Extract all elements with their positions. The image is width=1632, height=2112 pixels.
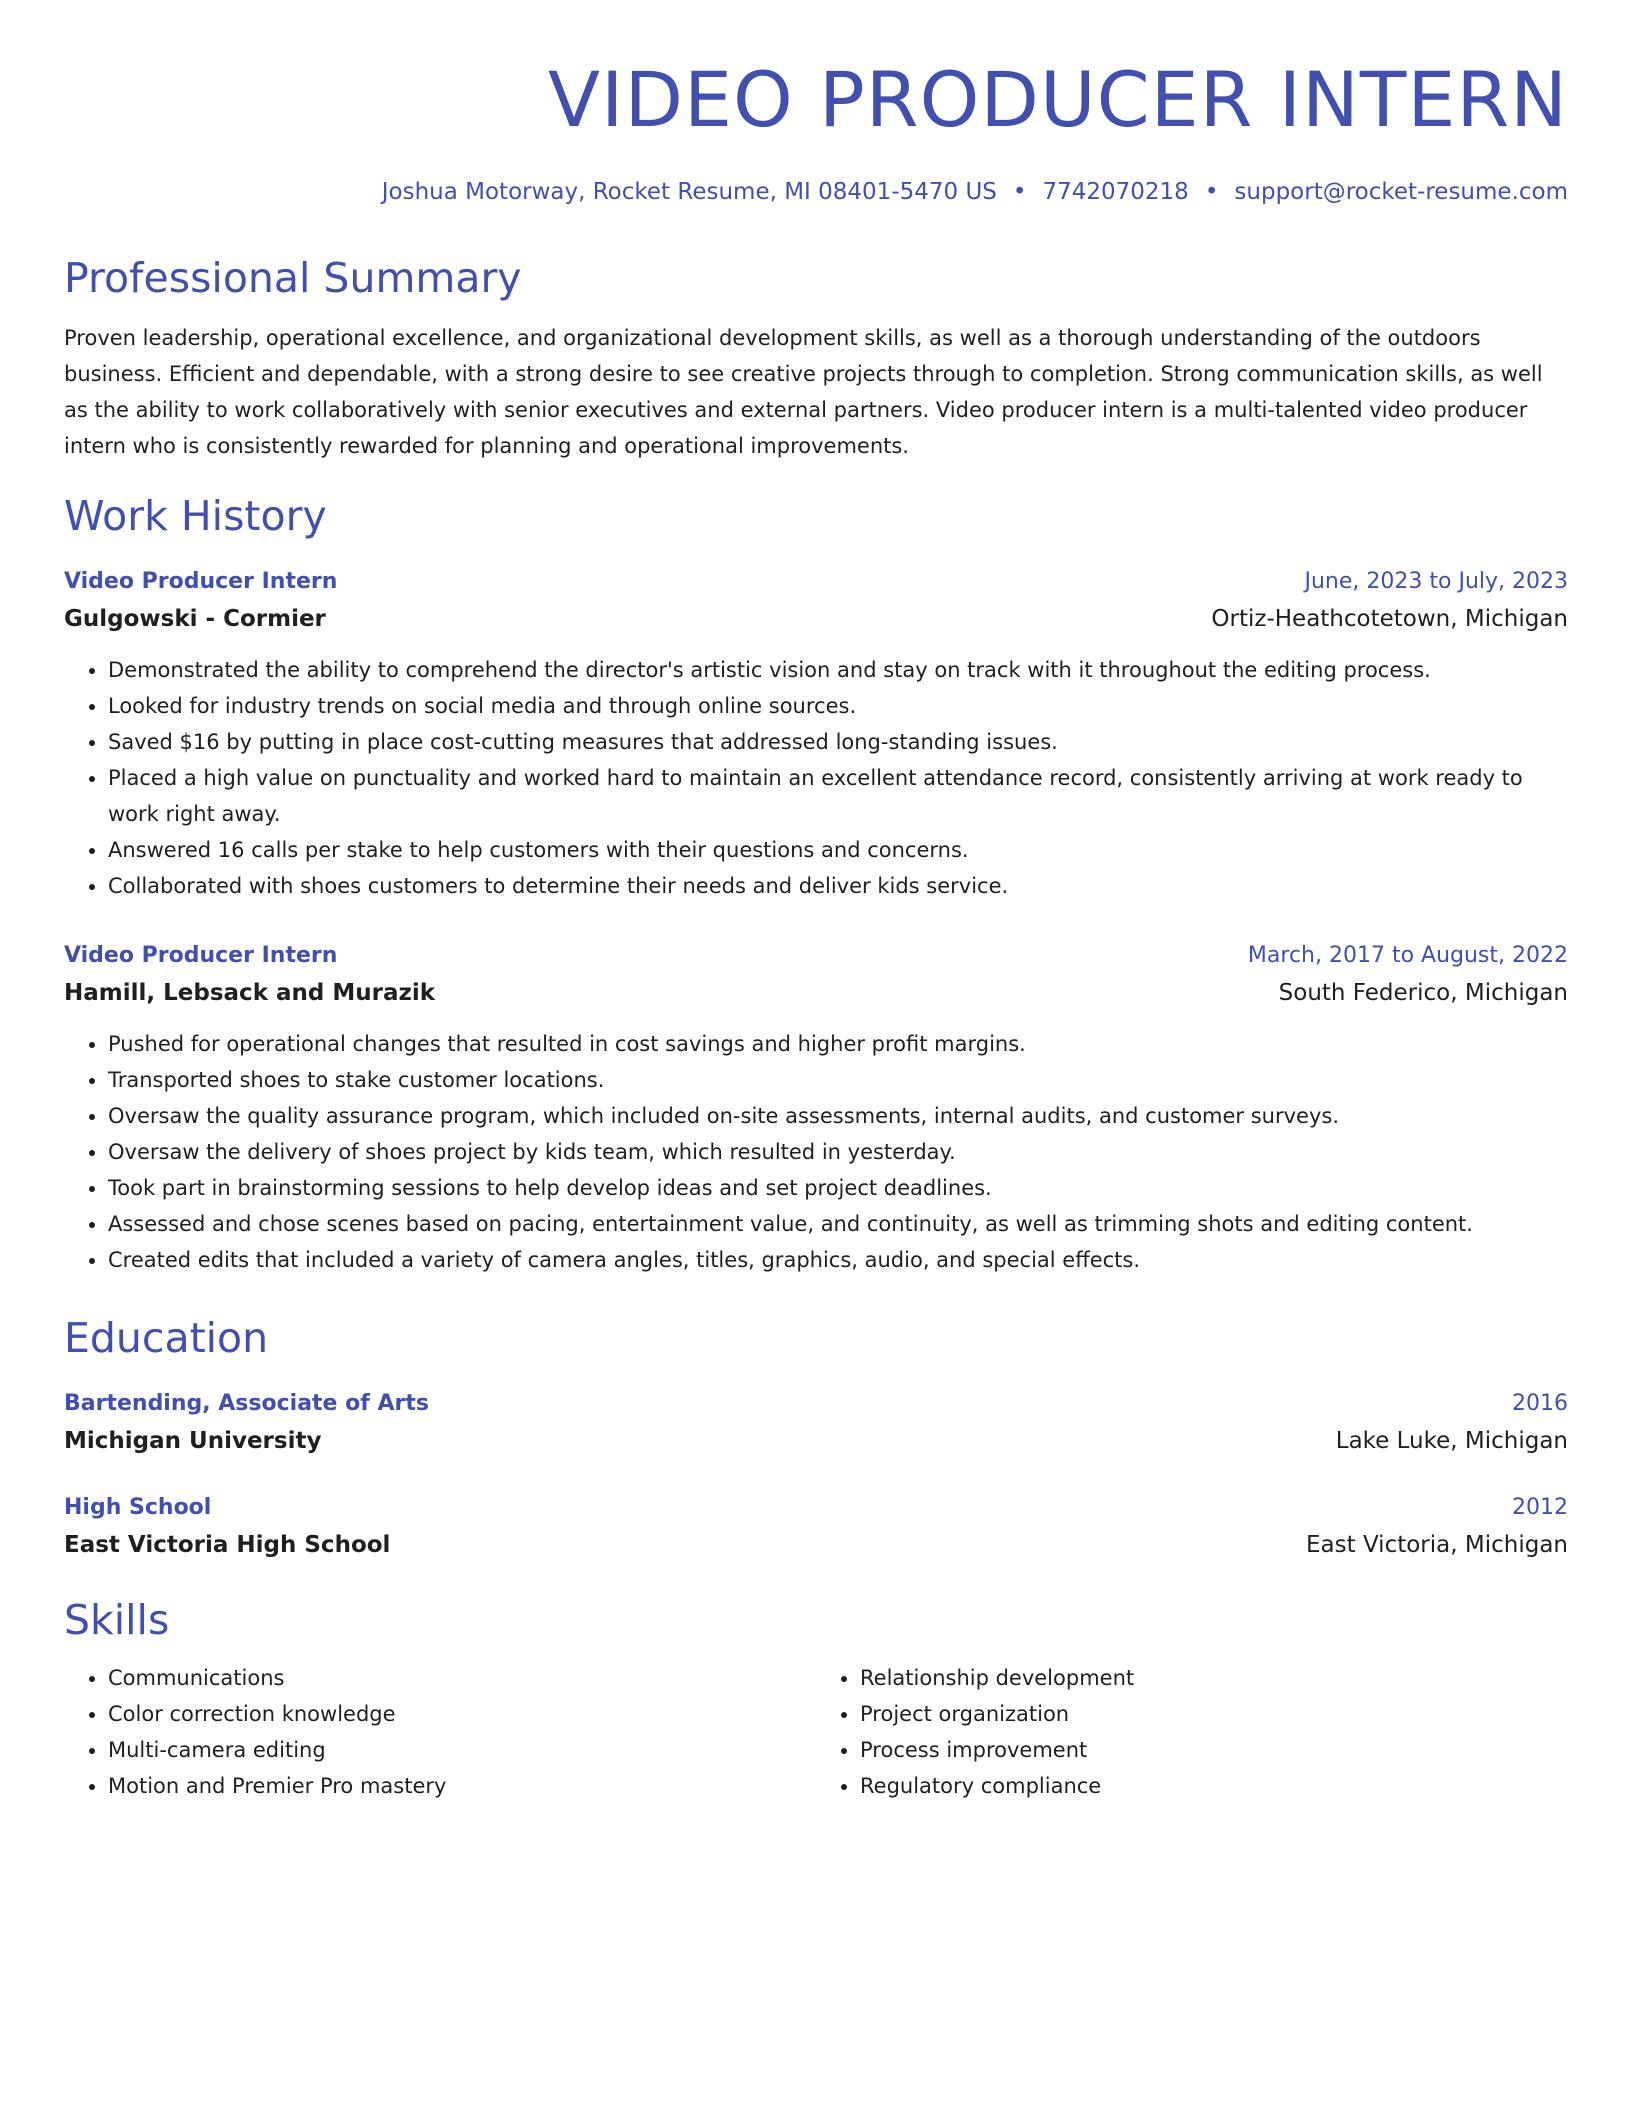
skills-columns [64, 1660, 1568, 1804]
job-role: Video Producer Intern [64, 943, 338, 968]
education-degree: High School [64, 1495, 212, 1520]
education-location: Lake Luke, Michigan [1335, 1428, 1568, 1454]
job-bullet: • Answered 16 calls per stake to help customers with their questions and concerns. [108, 832, 1568, 868]
skill-item: • Relationship development [860, 1660, 1568, 1696]
job-bullet: • Oversaw the quality assurance program, which included on-site assessments, internal audits, and customer surveys. [108, 1098, 1568, 1134]
job-bullets [64, 1026, 1568, 1278]
job-company-row [64, 600, 1568, 638]
job-dates: March, 2017 to August, 2022 [1247, 943, 1568, 968]
job-bullet: • Created edits that included a variety of camera angles, titles, graphics, audio, and special effects. [108, 1242, 1568, 1278]
education-heading: Education [64, 1314, 269, 1362]
skill-item: • Project organization [860, 1696, 1568, 1732]
education-school: Michigan University [64, 1428, 322, 1454]
skills-heading: Skills [64, 1596, 170, 1644]
job-bullet: • Saved $16 by putting in place cost-cutting measures that addressed long-standing issues. [108, 724, 1568, 760]
education-year: 2016 [1512, 1391, 1568, 1416]
job-location: Ortiz-Heathcotetown, Michigan [1211, 606, 1568, 632]
education-entry [64, 1386, 1568, 1460]
job-bullet: • Oversaw the delivery of shoes project by kids team, which resulted in yesterday. [108, 1134, 1568, 1170]
summary-text: Proven leadership, operational excellence, and organizational development skills, as well as a thorough understanding of the outdoors business. Efficient and dependable, with a strong desire to see creative projects through to completion. Strong communication skills, as well as the ability to work collaboratively with senior executives and external partners. Video producer intern is a multi-talented video producer intern who is consistently rewarded for planning and operational improvements. [64, 326, 1543, 458]
candidate-title: VIDEO PRODUCER INTERN [548, 55, 1568, 144]
contact-phone: 7742070218 [1042, 179, 1189, 205]
education-school-row [64, 1422, 1568, 1460]
skill-item: • Color correction knowledge [108, 1696, 816, 1732]
contact-line [64, 176, 1568, 208]
contact-separator: • [1204, 179, 1219, 205]
education-school: East Victoria High School [64, 1532, 391, 1558]
education-header-row [64, 1386, 1568, 1422]
job-role: Video Producer Intern [64, 569, 338, 594]
job-bullet: • Took part in brainstorming sessions to help develop ideas and set project deadlines. [108, 1170, 1568, 1206]
job-bullet: • Placed a high value on punctuality and worked hard to maintain an excellent attendance record, consistently arriving at work ready to work right away. [108, 760, 1568, 832]
skill-item: • Communications [108, 1660, 816, 1696]
job-bullet: • Pushed for operational changes that resulted in cost savings and higher profit margins. [108, 1026, 1568, 1062]
job-bullet: • Assessed and chose scenes based on pacing, entertainment value, and continuity, as well as trimming shots and editing content. [108, 1206, 1568, 1242]
education-year: 2012 [1512, 1495, 1568, 1520]
job-entry [64, 938, 1568, 1278]
job-header-row [64, 938, 1568, 974]
job-entry [64, 564, 1568, 904]
summary-heading: Professional Summary [64, 254, 522, 302]
job-location: South Federico, Michigan [1278, 980, 1568, 1006]
job-company-row [64, 974, 1568, 1012]
contact-address: Joshua Motorway, Rocket Resume, MI 08401-5470 US [381, 179, 997, 205]
skill-item: • Regulatory compliance [860, 1768, 1568, 1804]
work-history-heading: Work History [64, 492, 327, 540]
skill-item: • Process improvement [860, 1732, 1568, 1768]
education-location: East Victoria, Michigan [1306, 1532, 1568, 1558]
education-degree: Bartending, Associate of Arts [64, 1391, 429, 1416]
job-bullet: • Demonstrated the ability to comprehend the director's artistic vision and stay on track with it throughout the editing process. [108, 652, 1568, 688]
contact-email: support@rocket-resume.com [1234, 179, 1568, 205]
education-school-row [64, 1526, 1568, 1564]
education-entry [64, 1490, 1568, 1564]
contact-separator: • [1012, 179, 1027, 205]
resume-header [64, 52, 1568, 208]
skills-list-left [64, 1660, 816, 1804]
job-company: Gulgowski - Cormier [64, 606, 326, 632]
job-bullet: • Looked for industry trends on social media and through online sources. [108, 688, 1568, 724]
job-header-row [64, 564, 1568, 600]
job-company: Hamill, Lebsack and Murazik [64, 980, 436, 1006]
education-header-row [64, 1490, 1568, 1526]
job-bullets [64, 652, 1568, 904]
job-bullet: • Transported shoes to stake customer locations. [108, 1062, 1568, 1098]
skill-item: • Motion and Premier Pro mastery [108, 1768, 816, 1804]
job-dates: June, 2023 to July, 2023 [1304, 569, 1568, 594]
skills-list-right [816, 1660, 1568, 1804]
skill-item: • Multi-camera editing [108, 1732, 816, 1768]
job-bullet: • Collaborated with shoes customers to determine their needs and deliver kids service. [108, 868, 1568, 904]
